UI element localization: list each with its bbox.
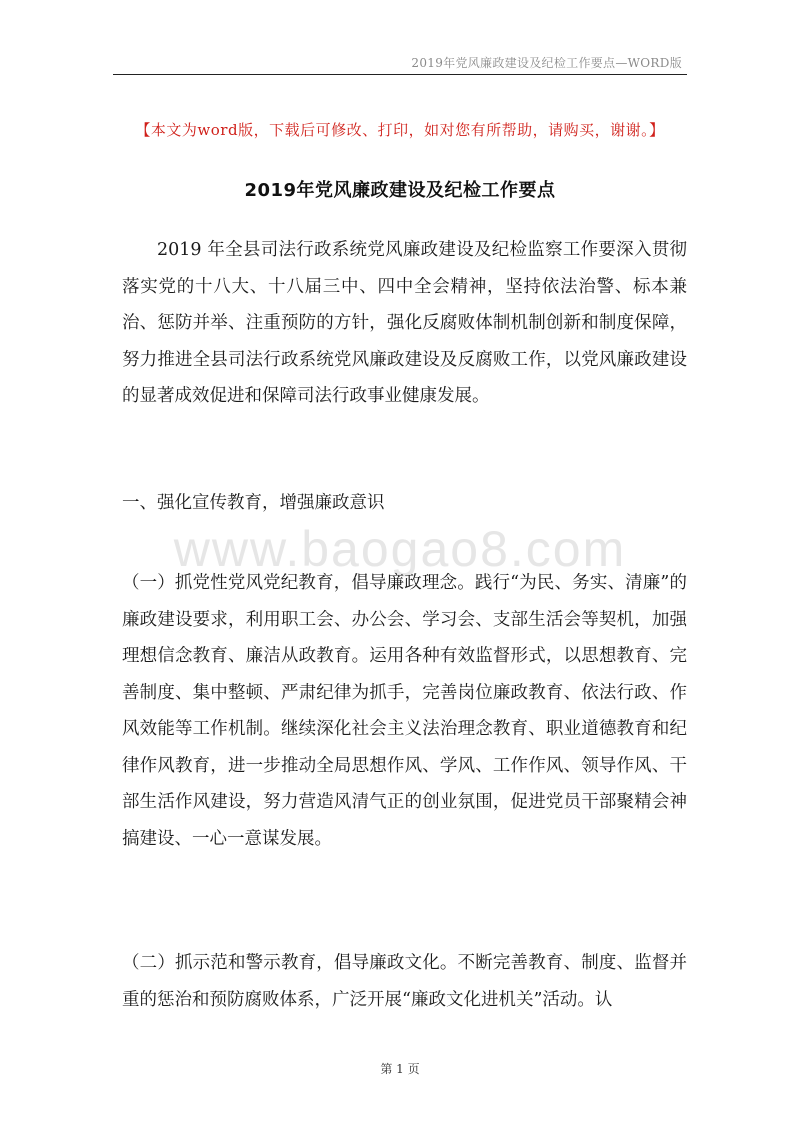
item-paragraph-1: （一）抓党性党风党纪教育，倡导廉政理念。践行“为民、务实、清廉”的廉政建设要求，利用职工会、办公会、学习会、支部生活会等契机，加强理想信念教育、廉洁从政教育。运用各种有效监督形式，以思想教育、完善制度、集中整顿、严肃纪律为抓手，完善岗位廉政教育、依法行政、作风效能等工作机制。继续深化社会主义法治理念教育、职业道德教育和纪律作风教育，进一步推动全局思想作风、学风、工作作风、领导作风、干部生活作风建设，努力营造风清气正的创业氛围，促进党员干部聚精会神搞建设、一心一意谋发展。 — [122, 573, 687, 849]
watermark: www.baogao8.com — [173, 521, 627, 577]
document-title: 2019年党风廉政建设及纪检工作要点 — [244, 180, 556, 201]
header-divider — [113, 74, 687, 75]
section-heading: 一、强化宣传教育，增强廉政意识 — [122, 493, 385, 513]
item-paragraph-2: （二）抓示范和警示教育，倡导廉政文化。不断完善教育、制度、监督并重的惩治和预防腐败体系，广泛开展“廉政文化进机关”活动。认 — [122, 953, 687, 1010]
intro-paragraph: 2019 年全县司法行政系统党风廉政建设及纪检监察工作要深入贯彻落实党的十八大、十八届三中、四中全会精神，坚持依法治警、标本兼治、惩防并举、注重预防的方针，强化反腐败体制机制创新和制度保障，努力推进全县司法行政系统党风廉政建设及反腐败工作，以党风廉政建设的显著成效促进和保障司法行政事业健康发展。 — [122, 240, 687, 406]
running-header: 2019年党风廉政建设及纪检工作要点—WORD版 — [411, 56, 682, 70]
page-number: 第 1 页 — [380, 1062, 420, 1076]
purchase-notice: 【本文为word版，下载后可修改、打印，如对您有所帮助，请购买，谢谢。】 — [135, 121, 665, 139]
